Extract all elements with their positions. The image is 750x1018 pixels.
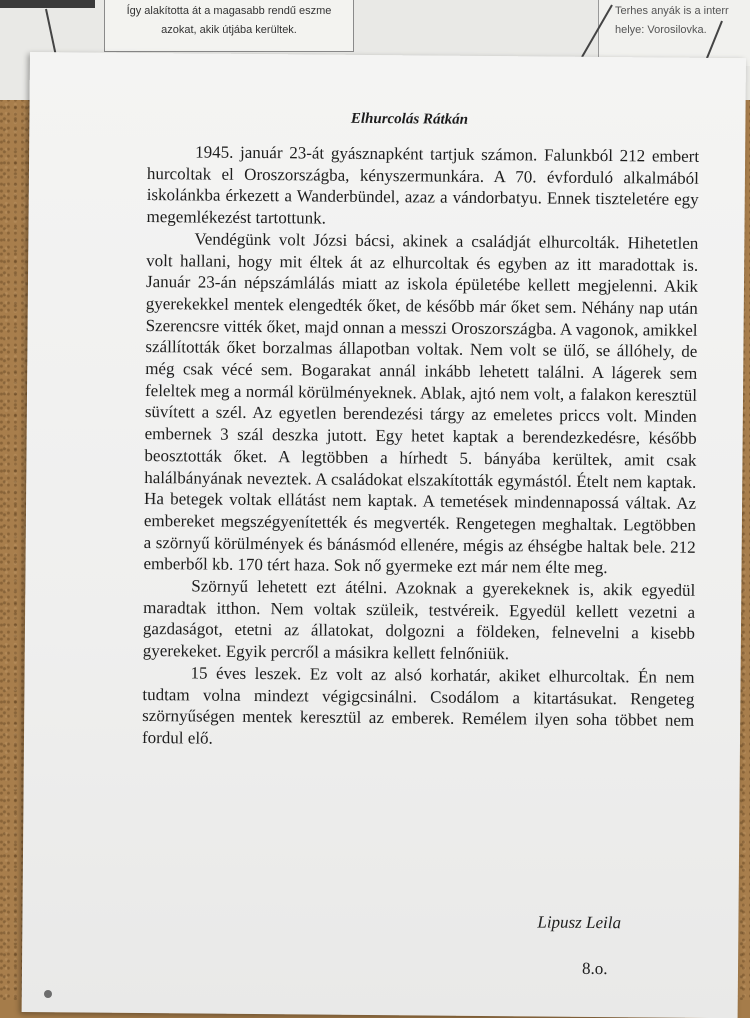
paragraph-2: Vendégünk volt Józsi bácsi, akinek a családját elhurcolták. Hihetetlen volt hallani, hogy mit éltek át az elhurcoltak és egyben az itt maradottak is. Január 23-án népszámlálás miatt az iskola épületébe kellett megjelenni. Akik gyerekekkel mentek elengedték őket, de később már őket sem. Néhány nap után Szerencsre vitték őket, majd onnan a messzi Oroszországba. A vagonok, amikkel szállították őket borzalmas állapotban voltak. Nem volt se ülő, se állóhely, de még csak vécé sem. Bogarakat annál inkább lehetett találni. A lágerek sem feleltek meg a normál körülményeknek. Ablak, ajtó nem volt, a falakon keresztül süvített a szél. Az egyetlen berendezési tárgy az emeletes priccs volt. Minden embernek 3 szál deszka jutott. Egy hetet kaptak a berendezkedésre, később beosztották őket. A legtöbben a hírhedt 5. bányába kerültek, amit csak halálbányának neveztek. A családokat elszakították egymástól. Ételt nem kaptak. Ha betegek voltak ellátást nem kaptak. A temetések mindennapossá váltak. Az embereket megszégyenítették és megverték. Rengetegen meghaltak. Legtöbben a szörnyű körülmények és bánásmód ellenére, mégis az éhségbe haltak bele. 212 emberből kb. 170 tért haza. Sok nő gyermeke ezt már nem élte meg.: [143, 229, 699, 578]
author-signature: Lipusz Leila: [537, 912, 622, 933]
document-sheet: [22, 52, 746, 1018]
caption-right-line-1: Terhes anyák is a interr: [615, 5, 729, 17]
paragraph-1: 1945. január 23-át gyásznapként tartjuk számon. Falunkból 212 embert hurcoltak el Oroszországba, kényszermunkára. A 70. évforduló alkalmából iskolánkba érkezett a Wanderbündel, azaz a vándorbatyu. Ennek tiszteletére egy megemlékezést tartottunk.: [146, 142, 700, 228]
pin-head: [44, 990, 52, 998]
caption-right-line-2: helye: Vorosilovka.: [615, 24, 707, 36]
caption-line-1: Így alakította át a magasabb rendű eszme: [126, 5, 332, 17]
class-label: 8.o.: [581, 958, 608, 979]
dark-edge: [0, 0, 95, 8]
caption-note-left: [104, 0, 354, 52]
paragraph-3: Szörnyű lehetett ezt átélni. Azoknak a gyerekeknek is, akik egyedül maradtak itthon. Nem voltak szüleik, testvéreik. Egyedül kellett vezetni a gazdaságot, etetni az állatokat, dolgozni a földeken, felnevelni a kisebb gyerekeket. Egyik percről a másikra kellett felnőniük.: [142, 576, 696, 664]
document-title: Elhurcolás Rátkán: [350, 110, 469, 128]
caption-note-right: [598, 0, 750, 66]
caption-line-2: azokat, akik útjába kerültek.: [161, 24, 297, 36]
paragraph-4: 15 éves leszek. Ez volt az alsó korhatár, akiket elhurcoltak. Én nem tudtam volna mindezt végigcsinálni. Csodálom a kitartásukat. Rengeteg szörnyűségen mentek keresztül az emberek. Remélem ilyen soha többet nem fordul elő.: [141, 663, 695, 748]
document-body: [142, 141, 699, 753]
